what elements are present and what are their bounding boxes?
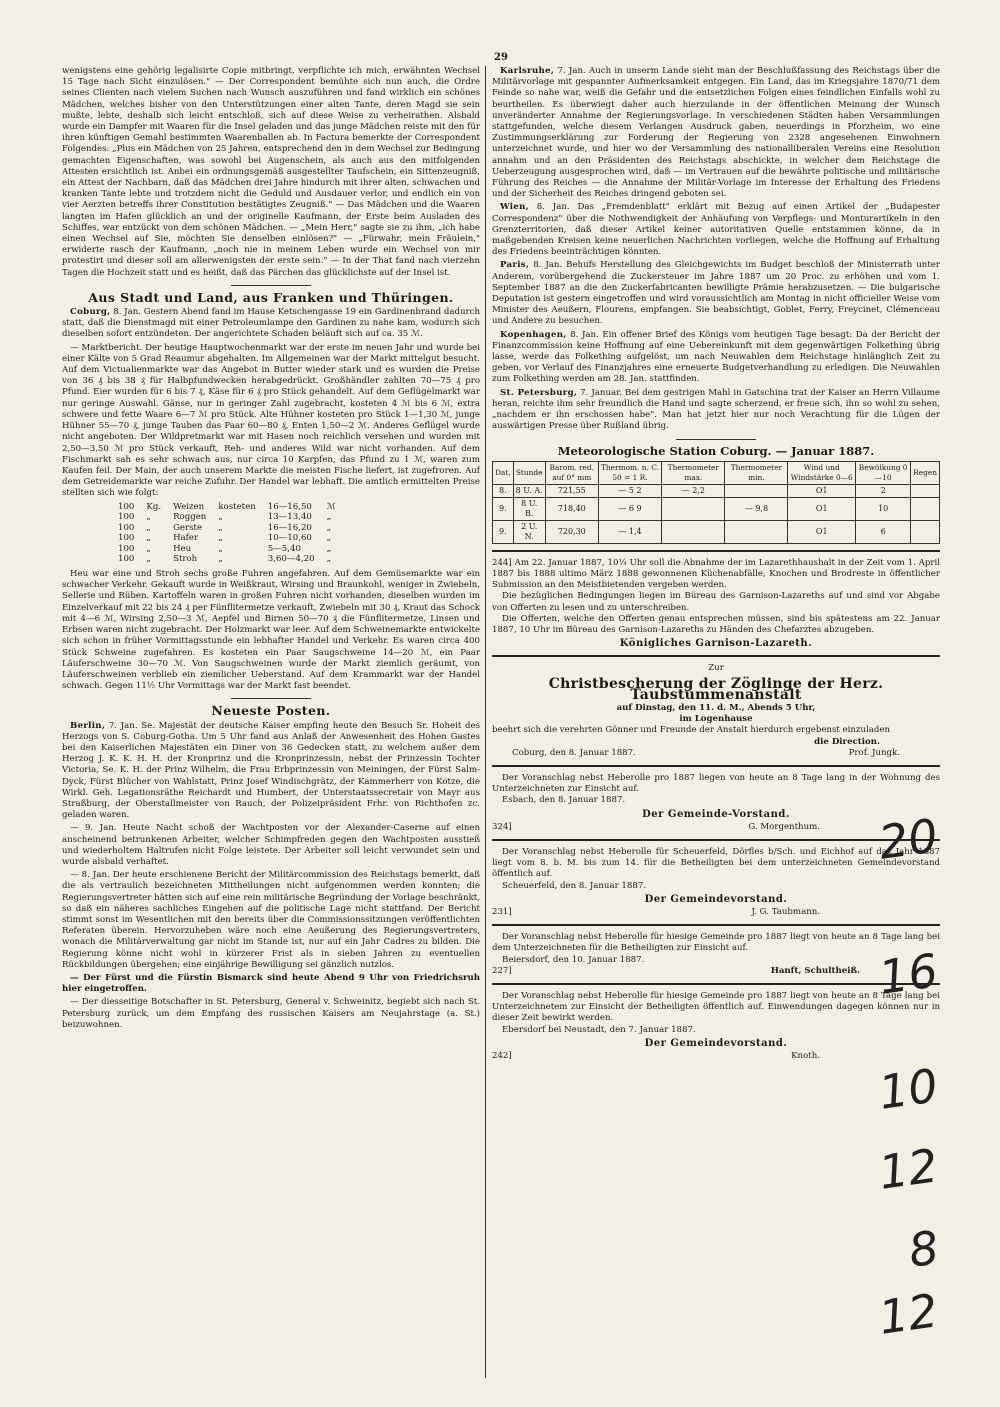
dateline-place: Coburg,: [70, 307, 111, 318]
table-row: 100 „ Heu „ 5—5,40 „: [118, 543, 332, 554]
karlsruhe-report: Karlsruhe, 7. Jan. Auch in unserm Lande sieht man der Beschlußfassung des Reichstags über die Militärvorlage mit gespannter Aufmerksamkeit entgegen. Ein Land, das im Kriegsjahre 1870/71 dem Feinde so nahe war, weiß die Gefahr und die entsetzlichen Folgen eines feindlichen Einfalls wohl zu beurtheilen. Es überwiegt daher auch hierzulande in der öffentlichen Meinung der Wunsch unveränderter Annahme der Regierungsvorlage. In verschiedenen Städten haben Versammlungen stattgefunden, welche diesem Verlangen Ausdruck gaben, neuerdings in Pforzheim, wo eine Zustimmungserklärung zur Forderung der Regierung von 2328 angesehenen Einwohnern unterzeichnet wurde, und hier wo der Versammlung des nationalliberalen Vereins eine Resolution annahm und an den Präsidenten des Reichstags abschickte, in welcher dem Reichstage die Ueberzeugung ausgesprochen wird, daß — im Vertrauen auf die bewährte politische und militärische Führung des Reiches — die Annahme der Militär-Vorlage im Interesse der Erhaltung des Friedens und der Sicherheit des Reiches dringend geboten sei.: [492, 66, 940, 200]
table-row: 9. 8 U. B. 718,40 — 6 9 — 9,8 O1 10: [493, 497, 940, 520]
ad-christbescherung: Zur Christbescherung der Zöglinge der Herz. Taubstummenanstalt auf Dinstag, den 11. d. M., Abends 5 Uhr, im Logenhause beehrt sich die verehrten Gönner und Freunde der Anstalt hierdurch ergebenst einzuladen die Direction. Coburg, den 8. Januar 1887. Prof. Jungk.: [492, 663, 940, 759]
table-row: 9. 2 U. N. 720,30 — 1,4 O1 6: [493, 520, 940, 543]
grain-price-table: [112, 502, 342, 566]
weather-station-title: Meteorologische Station Coburg. — Januar 1887.: [557, 443, 875, 458]
section-rule: [231, 285, 311, 286]
coburg-report: Coburg, 8. Jan. Gestern Abend fand im Hause Ketschengasse 19 ein Gardinenbrand dadurch statt, daß die Dienstmagd mit einer Petroleumlampe den Gardinen zu nahe kam, wodurch sich dieselben sofort entzündeten. Der angerichtete Schaden beläuft sich auf ca. 35 ℳ.: [62, 307, 480, 340]
berlin-report: Berlin, 7. Jan. Se. Majestät der deutsche Kaiser empfing heute den Besuch Sr. Hoheit des Herzogs von S. Coburg-Gotha. Um 5 Uhr fand aus Anlaß der Anwesenheit des Hohen Gastes bei den Kaiserlichen Majestäten ein Diner von 36 Gedecken statt, zu welchem außer dem Herzog J. K. K. H. H. der Kronprinz und die Kronprinzessin, nebst der Prinzessin Tochter Victoria, Se. K. H. der Prinz Wilhelm, die Frau Erbprinzessin von Meiningen, der Fürst Salm-Dyck, Fürst Blücher von Wahlstatt, Prinz Josef Windischgrätz, der Kammerherr von Kotze, die Wirkl. Geh. Legationsräthe Reichardt und Humbert, der Unterstaatssecretair von Mayr aus Straßburg, der Oberstallmeister von Rauch, der Polizeipräsident Frhr. von Richthofen zc. geladen waren.: [62, 720, 480, 821]
right-column: [492, 66, 940, 1378]
ad-separator: [492, 924, 940, 926]
table-row: 100 „ Roggen „ 13—13,40 „: [118, 512, 332, 523]
newspaper-page: [62, 52, 940, 1382]
ad-esbach: Der Voranschlag nebst Heberolle pro 1887 liegen von heute an 8 Tage lang in der Wohnung des Unterzeichneten zur Einsicht auf. Esbach, den 8. Januar 1887. Der Gemeinde-Vorstand. 324] G. Morgenthum.: [492, 772, 940, 832]
kopenhagen-report: Kopenhagen, 8. Jan. Ein offener Brief des Königs vom heutigen Tage besagt: Da der Bericht der Finanzcommission keine Hoffnung auf eine Uebereinkunft mit dem gegenwärtigen Folkething übrig lasse, werde das Folkething aufgelöst, um nach Neuwahlen dem Reichstage hinlänglich Zeit zu geben, vor Verlauf des Finanzjahres eine erneuerte Budgetverhandlung zu erledigen. Die Neuwahlen zum Folkething werden am 28. Jan. stattfinden.: [492, 329, 940, 385]
table-row: 8. 8 U. A. 721,55 — 5 2 — 2,2 O1 2: [493, 484, 940, 497]
table-row: 100 „ Gerste „ 16—16,20 „: [118, 522, 332, 533]
dateline-place: Berlin,: [70, 720, 106, 731]
ad-separator: [492, 550, 940, 552]
ad-ebersdorf: Der Voranschlag nebst Heberolle für hiesige Gemeinde pro 1887 liegt von heute an 8 Tage lang bei Unterzeichnetem zur Einsicht der Betheiligten öffentlich auf. Einwendungen dagegen können nur in dieser Zeit bewirkt werden. Ebersdorf bei Neustadt, den 7. Januar 1887. Der Gemeindevorstand. 242] Knoth.: [492, 991, 940, 1062]
ad-separator: [492, 839, 940, 841]
dateline-place: Paris,: [500, 260, 530, 271]
market-report: — Marktbericht. Der heutige Hauptwochenmarkt war der erste im neuen Jahr und wurde bei einer Kälte von 5 Grad Reaumur abgehalten. Im Allgemeinen war der Markt mittelgut besucht. Auf dem Victualienmarkte war das Angebot in Butter wieder stark und es wurden die Preise von 36 ₰ bis 38 ₰ für Halbpfundwecken herabgedrückt. Großhändler zahlten 70—75 ₰ pro Pfund. Eier wurden für 6 bis 7 ₰, Käse für 6 ₰ pro Stück gehandelt. Auf dem Geflügelmarkt war nur geringe Auswahl. Gänse, nur in geringer Zahl zugebracht, kosteten 4 ℳ bis 6 ℳ, extra schwere und fette Waare 6—7 ℳ pro Stück. Alte Hühner kosteten pro Stück 1—1,30 ℳ, junge Hühner 55—70 ₰, junge Tauben das Paar 60—80 ₰, Enten 1,50—2 ℳ. Anderes Geflügel wurde nicht angeboten. Der Wildpretmarkt war mit Hasen noch reichlich versehen und wurden mit 2,50—3,50 ℳ pro Stück verkauft, Reh- und anderes Wild war nicht vorhanden. Auf dem Fischmarkt sah es sehr schwach aus, nur circa 10 Karpfen, das Pfund zu 1 ℳ, waren zum Kaufen feil. Der Main, der auch unserem Markte die meisten Fische liefert, ist zugefroren. Auf dem Getreidemarkte war reiche Zufuhr. Der Handel war lebhaft. Die amtlich ermittelten Preise stellten sich wie folgt:: [62, 342, 480, 499]
ad-signature: Königliches Garnison-Lazareth.: [619, 638, 813, 650]
section-heading-regional: Aus Stadt und Land, aus Franken und Thüringen.: [88, 289, 454, 305]
left-column: [62, 66, 480, 1378]
dateline-place: Karlsruhe,: [500, 66, 555, 76]
weather-table: [492, 461, 940, 544]
ad-separator: [492, 655, 940, 657]
dateline-place: St. Petersburg,: [500, 387, 578, 398]
table-row: 100 Kg. Weizen kosteten 16—16,50 ℳ: [118, 501, 336, 512]
story-paragraph: wenigstens eine gehörig legalisirte Copie mitbringt, verpflichte ich mich, erwähnten Wechsel 15 Tage nach Sicht einzulösen." — Der Correspondent bemühte sich nun auch, die Ordre seines Clienten nach vielem Suchen nach Wunsch auszuführen und fand wirklich ein schönes Mädchen, welches bisher von den Unterstützungen einer alten Tante, deren Magd sie sein mußte, lebte, deshalb sich leicht entschloß, sich auf diese Weise zu verheirathen. Alsbald wurde ein Dampfer mit Waaren für die Insel geladen und das junge Mädchen reiste mit den für ihren künftigen Gemahl bestimmten Waarenballen ab. In Factura bemerkte der Correspondent Folgendes: „Plus ein Mädchen von 25 Jahren, entsprechend den in dem Wechsel zur Bedingung gemachten Eigenschaften, was sowohl bei Augenschein, als auch aus den mitfolgenden Attesten ersichtlich ist. Anbei ein ordnungsgemäß ausgestellter Taufschein, ein Sittenzeugniß, ein Attest der Nachbarn, daß das Mädchen drei Jahre hindurch mit ihrer alten, schwachen und kranken Tante lebte und trotzdem nicht die Geduld und Ausdauer verlor, und endlich ein von vier Aerzten betreffs ihrer Constitution bestätigtes Zeugniß." — Das Mädchen und die Waaren langten im Hafen glücklich an und der originelle Kaufmann, der Erste beim Ausladen des Schiffes, war entzückt von dem schönen Mädchen. — „Mein Herr," sagte sie zu ihm, „ich habe einen Wechsel auf Sie, möchten Sie denselben einlösen?" — „Fürwahr, mein Fräulein," erwiderte rasch der Kaufmann, „noch nie in meinem Leben wurde ein Wechsel von mir protestirt und dieser soll am allerwenigsten der erste sein." — In der That fand nach vierzehn Tagen die Hochzeit statt und es heißt, daß das Pärchen das glücklichste auf der Insel ist.: [62, 66, 480, 278]
ad-beiersdorf: Der Voranschlag nebst Heberolle für hiesige Gemeinde pro 1887 liegt von heute an 8 Tage lang bei dem Unterzeichneten für die Betheiligten zur Einsicht auf. Beiersdorf, den 10. Januar 1887. 227] Hanft, Schultheiß.: [492, 932, 940, 976]
petersburg-report: St. Petersburg, 7. Januar. Bei dem gestrigen Mahl in Gatschina trat der Kaiser an Herrn Villaume heran, reichte ihm sehr freundlich die Hand und sagte scherzend, er freue sich, ihn so wohl zu sehen, „nachdem er ihn erschossen habe". Man hat jetzt hier nur noch Verachtung für die Lügen der auswärtigen Presse über Rußland übrig.: [492, 387, 940, 432]
ad-separator: [492, 983, 940, 985]
table-header-row: Dat. Stunde Barom. red. auf 0° mm Thermom. n. C. 50 = 1 R. Thermometer max. Thermometer min. Wind und Windstärke 0—6 Bewölkung 0—10 Regen: [493, 461, 940, 484]
berlin-9jan: — 9. Jan. Heute Nacht schoß der Wachtposten vor der Alexander-Caserne auf einen anscheinend betrunkenen Arbeiter, welcher Schimpfreden gegen den Wachtposten ausstieß und wiederholtem Haltrufen nicht Folge leistete. Der Arbeiter soll leicht verwundet sein und wurde alsbald verhaftet.: [62, 823, 480, 867]
dateline-place: Kopenhagen,: [500, 329, 567, 340]
section-heading-news: Neueste Posten.: [211, 703, 331, 719]
ad-separator: [492, 765, 940, 767]
ad-scheuerfeld: Der Voranschlag nebst Heberolle für Scheuerfeld, Dörfles b/Sch. und Eichhof auf das Jahr 1887 liegt vom 8. b. M. bis zum 14. für die Betheiligten bei dem unterzeichneten Gemeindevorstand öffentlich auf. Scheuerfeld, den 8. Januar 1887. Der Gemeindevorstand. 231] J. G. Taubmann.: [492, 846, 940, 917]
section-rule: [676, 439, 756, 440]
berlin-ambassador: — Der diesseitige Botschafter in St. Petersburg, General v. Schweinitz, begiebt sich nach St. Petersburg zurück, um dem Empfang des russischen Kaisers am Neujahrstage (a. St.) beizuwohnen.: [62, 997, 480, 1030]
berlin-8jan: — 8. Jan. Der heute erschienene Bericht der Militärcommission des Reichstags bemerkt, daß die als vertraulich bezeichneten Mittheilungen nicht aufgenommen werden konnten; die Regierungsvertreter hätten sich auf eine rein militärische Begründung der Vorlage beschränkt, so daß ein näheres sachliches Eingehen auf die politische Lage nicht stattfand. Der Bericht stimmt sonst im Wesentlichen mit den bereits über die Commissionssitzungen veröffentlichten Referaten überein. Hervorzuheben wäre noch eine Aeußerung des Regierungsvertreters, wonach die Militärverwaltung gar nicht im Stande ist, nur auf ein Jahr Cadres zu bilden. Die Regierung könne nicht wohl in kürzerer Frist als in sieben Jahren zu eventuellen Rückbildungen übergehen; eine einjährige Bewilligung sei gänzlich nutzlos.: [62, 870, 480, 970]
market-report-cont: Heu war eine und Stroh sechs große Fuhren angefahren. Auf dem Gemüsemarkte war ein schwacher Verkehr. Gekauft wurde in Weißkraut, Wirsing und Braunkohl, weniger in Zwiebeln, Sellerie und Rüben. Kartoffeln waren in großen Fuhren nicht vorhanden, dieselben wurden im Einzelverkauf mit 22 bis 24 ₰ per Fünflitermetze verkauft, Zwiebeln mit 30 ₰, Kraut das Schock mit 4—6 ℳ, Wirsing 2,50—3 ℳ, Aepfel und Birnen 50—70 ₰ die Fünflitermetze, Linsen und Erbsen waren nicht zugebracht. Der Holzmarkt war leer. Auf dem Schweinemarkte entwickelte sich schon in früher Vormittagsstunde ein lebhafter Handel und Verkehr. Es waren circa 400 Stück Schweine zugefahren. Es kosteten ein Paar Saugschweine 14—20 ℳ, ein Paar Läuferschweine 30—70 ℳ. Von Saugschweinen wurde der Markt ziemlich geräumt, von Läuferschweinen verblieb ein ziemlicher Ueberstand. Auf dem Krammarkt war der Handel schwach. Gegen 11½ Uhr Vormittags war der Markt fast beendet.: [62, 569, 480, 692]
handwritten-margin-note: 8: [905, 1220, 942, 1278]
handwritten-margin-note: 20: [875, 808, 942, 870]
wien-report: Wien, 8. Jan. Das „Fremdenblatt" erklärt mit Bezug auf einen Artikel der „Budapester Correspondenz" über die Nothwendigkeit der Anhäufung von Verpflegs- und Monturartikeln in den Grenzterritorien, daß dieser Artikel keiner autoritativen Quelle entstammen könne, da in maßgebenden Kreisen keine neuerlichen Nachrichten vorliegen, welche die Hoffnung auf Erhaltung des Friedens beeinträchtigen könnten.: [492, 202, 940, 258]
paris-report: Paris, 8. Jan. Behufs Herstellung des Gleichgewichts im Budget beschloß der Ministerrath unter Anderem, vorübergehend die Zuckersteuer im Jahre 1887 um 20 Proc. zu erhöhen und vom 1. September 1887 an die den Zuckerfabricanten bewilligte Prämie herabzusetzen. — Die bulgarische Deputation ist gestern eingetroffen und wird voraussichtlich am Montag in nicht officieller Weise vom Minister des Aeußern, Flourens, empfangen. Sie beabsichtigt, Goblet, Ferry, Freycinet, Clémenceau und Andere zu besuchen.: [492, 260, 940, 327]
page-number: 29: [494, 52, 508, 63]
berlin-bismarck: — Der Fürst und die Fürstin Bismarck sind heute Abend 9 Uhr von Friedrichsruh hier eingetroffen.: [62, 972, 480, 995]
handwritten-margin-note: 10: [875, 1058, 942, 1120]
dateline-place: Wien,: [500, 202, 529, 213]
handwritten-margin-note: 12: [875, 1138, 942, 1200]
handwritten-margin-note: 16: [875, 943, 942, 1005]
handwritten-margin-note: 12: [875, 1283, 942, 1345]
column-divider: [485, 66, 486, 1378]
section-rule: [231, 698, 311, 699]
ad-headline: Christbescherung der Zöglinge der Herz. Taubstummenanstalt: [548, 675, 884, 703]
table-row: 100 „ Stroh „ 3,60—4,20 „: [118, 554, 332, 565]
ad-lazareth: 244] Am 22. Januar 1887, 10¼ Uhr soll die Abnahme der im Lazarethhaushalt in der Zeit vom 1. April 1887 bis 1888 ultimo März 1888 gewonnenen Küchenabfälle, Knochen und Brodreste in öffentlicher Submission an den Meistbietenden vergeben werden. Die bezüglichen Bedingungen liegen im Büreau des Garnison-Lazareths auf und sind vor Abgabe von Offerten zu lesen und zu unterschreiben. Die Offerten, welche den Offerten genau entsprechen müssen, sind bis spätestens am 22. Januar 1887, 10 Uhr im Büreau des Garnison-Lazareths zu Händen des Chefarztes abzugeben. Königliches Garnison-Lazareth.: [492, 557, 940, 650]
table-row: 100 „ Hafer „ 10—10,60 „: [118, 533, 332, 544]
